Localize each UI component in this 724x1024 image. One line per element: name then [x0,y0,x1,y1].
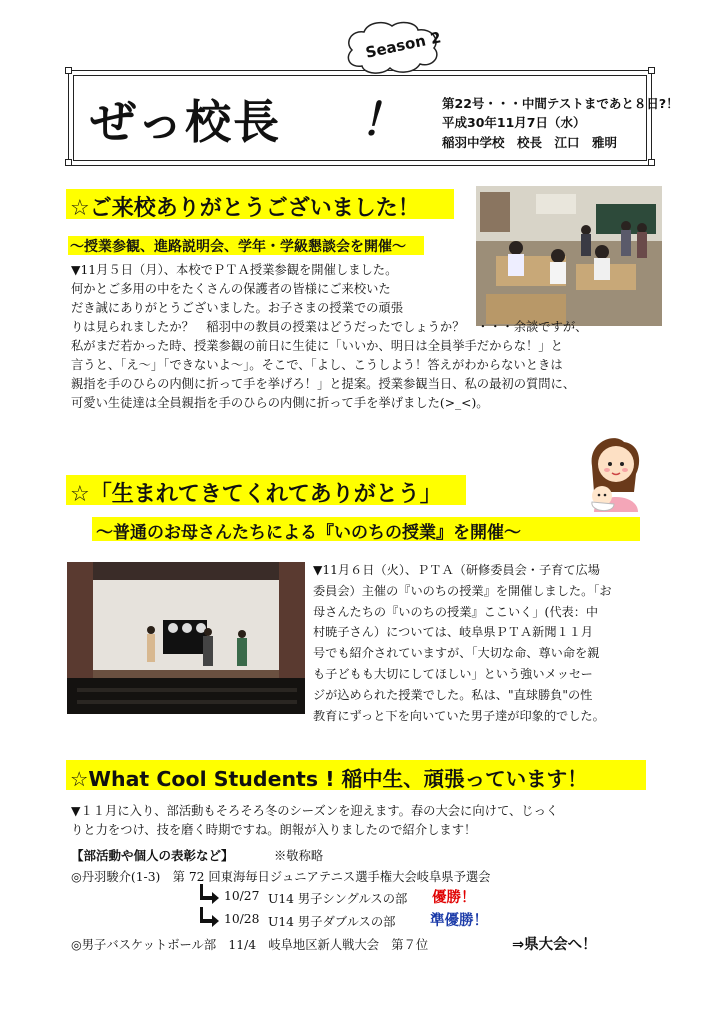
arrow-icon [200,884,220,904]
season-label: Season 2 [363,28,443,62]
section1-line: だき誠にありがとうございました。お子さまの授業での頑張 [71,301,404,315]
section2-line: ジが込められた授業でした。私は、"直球勝負"の性 [313,687,593,702]
section1-line: 親指を手のひらの内側に折って手を挙げろ！」と提案。授業参観当日、私の最初の質問に、 [71,377,576,391]
section2-line: 村暁子さん）については、岐阜県ＰＴＡ新聞１１月 [313,625,594,640]
section1-line: 私がまだ若かった時、授業参観の前日に生徒に「いいか、明日は全員挙手だからな！」と [71,339,563,353]
award-entry-tennis: ◎丹羽駿介(1-3) 第 72 回東海毎日ジュニアテニス選手権大会岐阜県予選会 [71,870,491,884]
section2-line: 委員会）主催の『いのちの授業』を開催しました。「お [313,583,612,598]
newsletter-title: ぜっ校長 [90,95,282,149]
awards-list-title: 【部活動や個人の表彰など】 [71,848,234,863]
section3-body [71,802,671,840]
result2-date: 10/28 [224,912,260,926]
season-bubble [345,26,443,74]
section1-line: ▼11月５日（月）、本校でＰＴＡ授業参観を開催しました。 [71,263,398,277]
result1-event: U14 男子シングルスの部 [268,892,408,906]
section2-line: も子どもも大切にしてほしい」という強いメッセー [313,666,593,681]
honorific-note: ※敬称略 [274,849,324,863]
section1-line: りは見られましたか？ 稲羽中の教員の授業はどうだったでしょうか？ ・・・余談ですが、 [71,320,588,334]
section1-line: 何かとご多用の中をたくさんの保護者の皆様にご来校いた [71,282,391,296]
arrow-icon [200,907,220,927]
section2-subheading: ～普通のお母さんたちによる『いのちの授業』を開催～ [96,523,521,543]
author-line: 稲羽中学校 校長 江口 雅明 [442,135,618,150]
section2-body [313,560,673,726]
section2-line: 教育にずっと下を向いていた男子達が印象的でした。 [313,708,605,723]
section1-body [71,261,671,413]
section3-line: ▼１１月に入り、部活動もそろそろ冬のシーズンを迎えます。春の大会に向けて、じっく [71,804,559,818]
section1-line: 可愛い生徒達は全員親指を手のひらの内側に折って手を挙げました(>_<)。 [71,396,489,410]
section2-line: 母さんたちの『いのちの授業』ここいく」(代表：中 [313,604,599,619]
mother-baby-illustration [580,432,652,512]
result2-rank: 準優勝！ [430,913,488,929]
section3-heading: ☆What Cool Students ! 稲中生、頑張っています！ [70,767,588,791]
title-exclamation: ！ [360,95,404,146]
section2-heading: ☆「生まれてきてくれてありがとう」 [70,482,442,507]
issue-line: 第22号・・・中間テストまであと８日?！ [442,96,679,111]
section3-line: りと力をつけ、技を磨く時期ですね。朗報が入りましたので紹介します！ [71,823,477,837]
result1-date: 10/27 [224,889,260,903]
section1-line: 言うと、「え～」「できないよ～」。そこで、「よし、こうしよう！答えがわからないときは [71,358,563,372]
basketball-result: ⇒県大会へ！ [512,937,597,953]
section2-line: 号でも紹介されていますが、「大切な命、尊い命を親 [313,646,600,661]
award-entry-basketball: ◎男子バスケットボール部 11/4 岐阜地区新人戦大会 第７位 [71,938,429,952]
section1-heading: ☆ご来校ありがとうございました！ [70,196,420,221]
result2-event: U14 男子ダブルスの部 [268,915,396,929]
section2-line: ▼11月６日（火）、ＰＴＡ（研修委員会・子育て広場 [313,563,600,577]
section1-subheading: ～授業参観、進路説明会、学年・学級懇談会を開催～ [70,239,406,255]
result1-rank: 優勝！ [432,890,476,906]
stage-photo [67,562,305,714]
issue-date: 平成30年11月7日（水） [442,115,586,130]
